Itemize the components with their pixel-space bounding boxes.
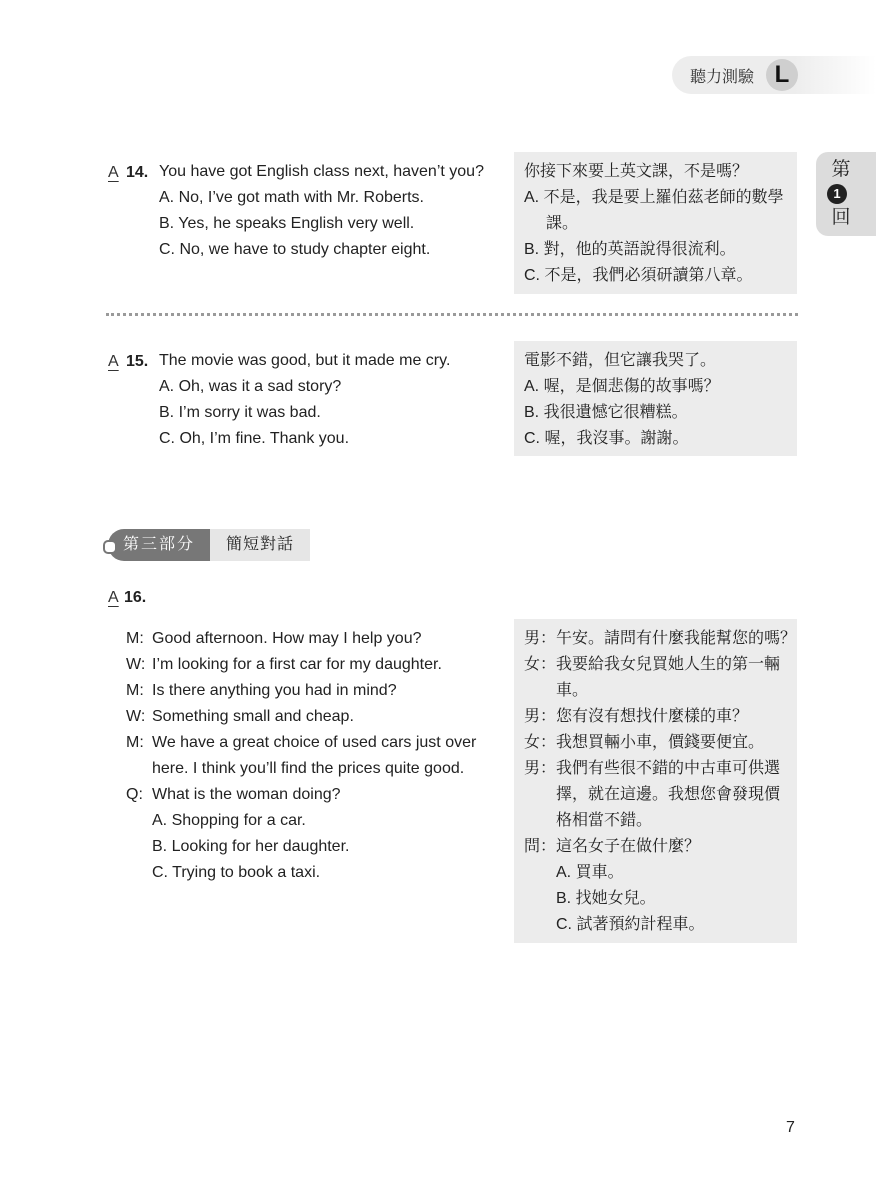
dotted-divider [106, 313, 798, 316]
translation-line: A. 不是，我是要上羅伯茲老師的數學 [524, 189, 784, 206]
speaker: Q: [126, 786, 143, 803]
side-tab-top: 第 [831, 159, 851, 180]
translation-box [514, 619, 797, 943]
option-b: B. I’m sorry it was bad. [159, 404, 321, 421]
dialogue-line: Is there anything you had in mind? [152, 682, 397, 699]
option-a: A. Oh, was it a sad story? [159, 378, 342, 395]
speaker: M: [126, 630, 144, 647]
translation-line: 格相當不錯。 [556, 812, 653, 829]
translation-line: 我要給我女兒買她人生的第一輛 [556, 656, 781, 673]
question-number: 14. [126, 164, 149, 181]
translation-line: 你接下來要上英文課，不是嗎？ [524, 163, 749, 180]
zh-option-a: A. 買車。 [556, 864, 624, 881]
translation-line: 車。 [556, 682, 589, 699]
zh-speaker: 男： [524, 630, 557, 647]
section-header-tab [672, 56, 876, 94]
question-text: The movie was good, but it made me cry. [159, 352, 451, 369]
answer-key: A [108, 164, 119, 181]
section-part-title: 簡短對話 [210, 529, 310, 561]
question-text: You have got English class next, haven’t you? [159, 163, 484, 180]
option-a: A. No, I’ve got math with Mr. Roberts. [159, 189, 424, 206]
option-b: B. Looking for her daughter. [152, 838, 350, 855]
zh-speaker: 男： [524, 708, 557, 725]
zh-speaker: 男： [524, 760, 557, 777]
page-number: 7 [786, 1119, 795, 1136]
speaker: W: [126, 708, 146, 725]
zh-option-c: C. 試著預約計程車。 [556, 916, 705, 933]
option-c: C. No, we have to study chapter eight. [159, 241, 431, 258]
option-c: C. Oh, I’m fine. Thank you. [159, 430, 350, 447]
section-bullet-icon [103, 540, 117, 554]
dialogue-line: We have a great choice of used cars just over [152, 734, 477, 751]
option-a: A. Shopping for a car. [152, 812, 306, 829]
zh-option-b: B. 找她女兒。 [556, 890, 656, 907]
answer-key: A [108, 353, 119, 370]
dialogue-line: Good afternoon. How may I help you? [152, 630, 422, 647]
speaker: M: [126, 734, 144, 751]
question-number: 15. [126, 353, 149, 370]
translation-line: 這名女子在做什麼？ [556, 838, 701, 855]
translation-line: B. 對，他的英語說得很流利。 [524, 241, 736, 258]
translation-line: A. 喔，是個悲傷的故事嗎？ [524, 378, 720, 395]
dialogue-line: here. I think you’ll find the prices quite good. [152, 760, 465, 777]
option-c: C. Trying to book a taxi. [152, 864, 321, 881]
dialogue-line: What is the woman doing? [152, 786, 341, 803]
dialogue-line: I’m looking for a first car for my daughter. [152, 656, 442, 673]
dialogue [126, 626, 510, 886]
translation-line: 課。 [546, 215, 579, 232]
translation-box [514, 341, 797, 456]
dialogue-line: Something small and cheap. [152, 708, 354, 725]
translation-line: 您有沒有想找什麼樣的車？ [556, 708, 749, 725]
translation-line: 午安。請問有什麼我能幫您的嗎？ [556, 630, 797, 647]
round-side-tab [816, 152, 876, 236]
header-badge: L [766, 59, 798, 91]
zh-speaker: 問： [524, 838, 557, 855]
section-part-label: 第三部分 [108, 529, 210, 561]
side-tab-bottom: 回 [831, 207, 851, 228]
translation-line: B. 我很遺憾它很糟糕。 [524, 404, 688, 421]
side-tab-number: 1 [827, 184, 847, 204]
answer-key: A [108, 589, 119, 606]
header-label: 聽力測驗 [690, 69, 755, 86]
translation-line: C. 喔，我沒事。謝謝。 [524, 430, 689, 447]
speaker: W: [126, 656, 146, 673]
translation-line: 我想買輛小車，價錢要便宜。 [556, 734, 765, 751]
zh-speaker: 女： [524, 734, 557, 751]
zh-speaker: 女： [524, 656, 557, 673]
option-b: B. Yes, he speaks English very well. [159, 215, 415, 232]
speaker: M: [126, 682, 144, 699]
translation-line: 我們有些很不錯的中古車可供選 [556, 760, 781, 777]
translation-box [514, 152, 797, 294]
translation-line: 擇，就在這邊。我想您會發現價 [556, 786, 781, 803]
question-number: 16. [124, 589, 147, 606]
translation-line: C. 不是，我們必須研讀第八章。 [524, 267, 753, 284]
translation-line: 電影不錯，但它讓我哭了。 [524, 352, 717, 369]
